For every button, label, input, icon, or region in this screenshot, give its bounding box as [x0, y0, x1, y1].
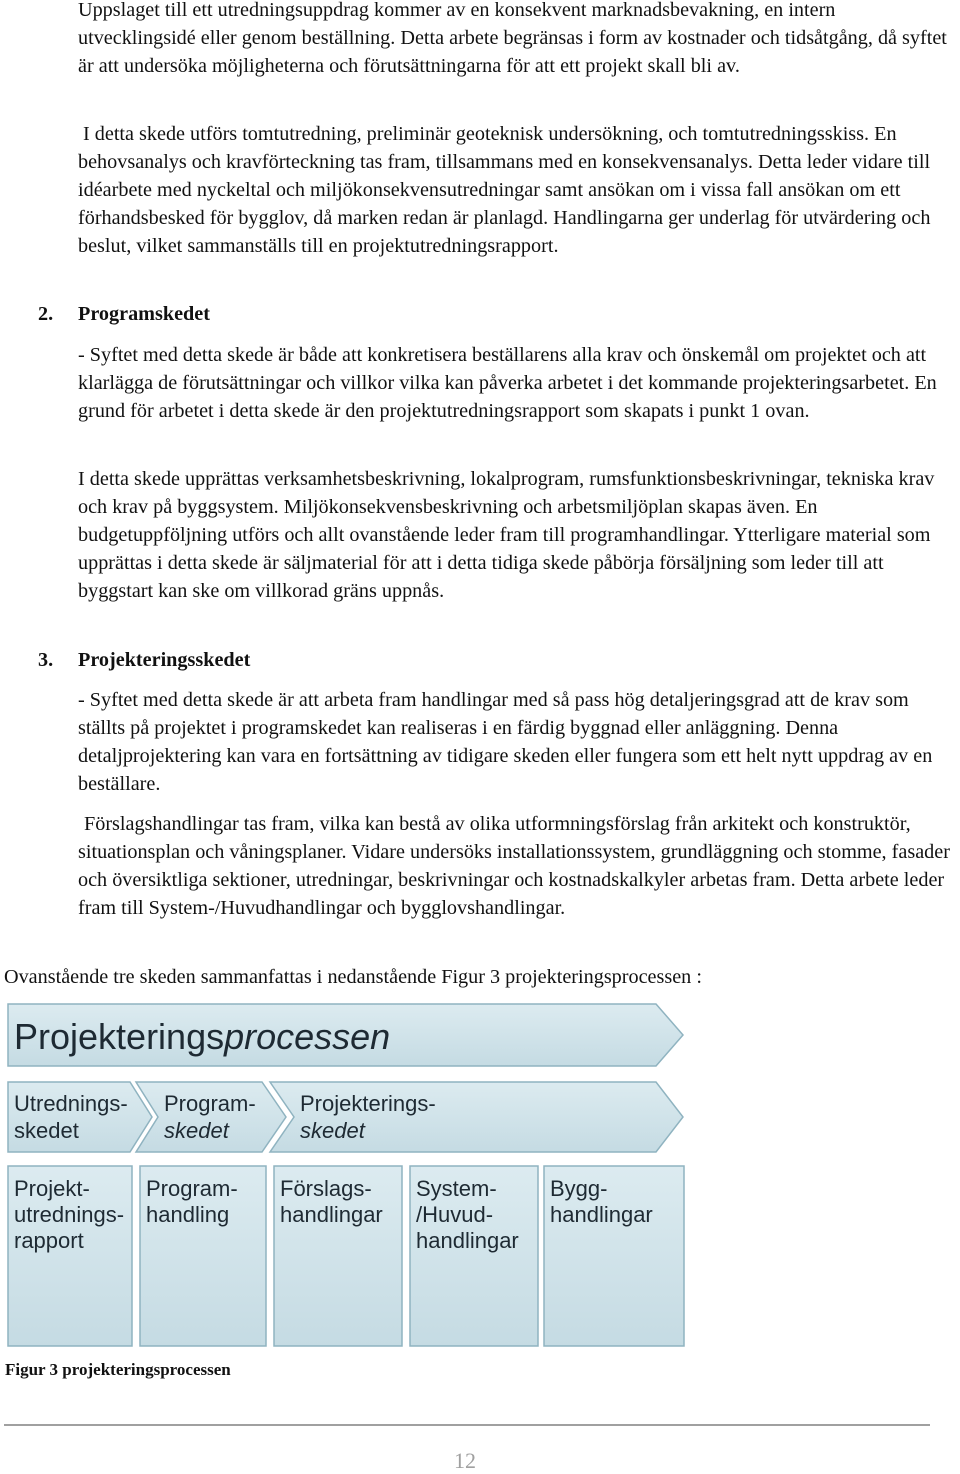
- paragraph-projekteringsskedet-details: Förslagshandlingar tas fram, vilka kan bestå av olika utformningsförslag från arkitekt och konstruktör, situationsplan och våningsplaner. Vidare undersöks installationssystem, grundläggning och stomme, fasader och översiktliga sektioner, utredningar, beskrivningar och kostnadskalkyler arbetas fram. Detta arbete leder fram till System-/Huvudhandlingar och bygglovshandlingar.: [78, 813, 950, 919]
- document-box-bygghandlingar: [544, 1166, 684, 1346]
- phase-arrow-projekteringsskedet: [270, 1082, 683, 1152]
- document-label-line2: handlingar: [280, 1202, 383, 1227]
- heading-text: Programskedet: [78, 303, 210, 325]
- phase-label-line2: skedet: [300, 1118, 365, 1143]
- paragraph-projekteringsskedet-purpose: - Syftet med detta skede är att arbeta fram handlingar med så pass hög detaljeringsgrad att de krav som ställts på projektet i programskedet kan realiseras i en färdig byggnad eller anläggning. Denna detaljprojektering kan vara en fortsättning av tidigare skeden eller fungera som ett helt nytt uppdrag av en beställare.: [78, 689, 933, 795]
- diagram-title: Projekteringsprocessen: [14, 1016, 391, 1057]
- heading-text: Projekteringsskedet: [78, 649, 251, 671]
- process-diagram-svg: [0, 996, 960, 1352]
- document-box-programhandling: [140, 1166, 266, 1346]
- document-label-line1: Förslags-: [280, 1176, 372, 1201]
- document-label-line3: rapport: [14, 1228, 84, 1253]
- phase-label-line2: skedet: [14, 1118, 79, 1143]
- figure-intro-text: Ovanstående tre skeden sammanfattas i nedanstående Figur 3 projekteringsprocessen :: [4, 966, 702, 988]
- paragraph-utredning-details: I detta skede utförs tomtutredning, preliminär geoteknisk undersökning, och tomtutredningsskiss. En behovsanalys och kravförteckning tas fram, tillsammans med en konsekvensanalys. Detta leder vidare till idéarbete med nyckeltal och miljökonsekvensutredningar samt ansökan om i vissa fall ansökan om ett förhandsbesked för bygglov, då marken redan är planlagd. Handlingarna ger underlag för utvärdering och beslut, vilket sammanställs till en projektutredningsrapport.: [78, 123, 931, 257]
- paragraph-uppslaget: Uppslaget till ett utredningsuppdrag kommer av en konsekvent marknadsbevakning, en intern utvecklingsidé eller genom beställning. Detta arbete begränsas i form av kostnader och tidsåtgång, då syftet är att undersöka möjligheterna och förutsättningarna för att ett projekt skall bli av.: [78, 0, 947, 77]
- document-box-forslagshandlingar: [274, 1166, 402, 1346]
- phase-arrow-programskedet: [136, 1082, 286, 1152]
- paragraph-programskedet-purpose: - Syftet med detta skede är både att konkretisera beställarens alla krav och önskemål om projektet och att klarlägga de förutsättningar och villkor vilka kan påverka arbetet i det kommande projekteringsarbetet. En grund för arbetet i detta skede är den projektutredningsrapport som skapats i punkt 1 ovan.: [78, 344, 937, 422]
- document-label-line2: /Huvud-: [416, 1202, 494, 1227]
- document-label-line1: Program-: [146, 1176, 238, 1201]
- figure-caption: Figur 3 projekteringsprocessen: [5, 1360, 231, 1379]
- paragraph-programskedet-details: I detta skede upprättas verksamhetsbeskrivning, lokalprogram, rumsfunktionsbeskrivningar, tekniska krav och krav på byggsystem. Miljökonsekvensbeskrivning och arbetsmiljöplan skapas även. En budgetuppföljning utförs och allt ovanstående leder fram till programhandlingar. Ytterligare material som upprättas i detta skede är säljmaterial för att i detta tidiga skede påbörja försäljning som leder till att byggstart kan ske om villkorad gräns uppnås.: [78, 468, 935, 602]
- heading-number: 2.: [38, 303, 54, 325]
- heading-projekteringsskedet: [38, 646, 250, 674]
- document-label-line2: utrednings-: [14, 1202, 125, 1227]
- diagram-title-arrow: [8, 1004, 683, 1066]
- document-label-line1: Projekt-: [14, 1176, 90, 1201]
- phase-arrow-utredningsskedet: [8, 1082, 152, 1152]
- page-number: 12: [454, 1448, 476, 1473]
- phase-label-line2: skedet: [164, 1118, 229, 1143]
- document-label-line2: handlingar: [550, 1202, 653, 1227]
- heading-number: 3.: [38, 649, 54, 671]
- document-box-system-huvudhandlingar: [410, 1166, 538, 1346]
- phase-label-line1: Utrednings-: [14, 1091, 128, 1116]
- phase-label-line1: Projekterings-: [300, 1091, 436, 1116]
- heading-programskedet: [38, 300, 210, 328]
- phase-label-line1: Program-: [164, 1091, 256, 1116]
- document-label-line3: handlingar: [416, 1228, 519, 1253]
- process-diagram: [0, 996, 960, 1352]
- document-box-projektutredningsrapport: [8, 1166, 132, 1346]
- footer-divider: [4, 1424, 930, 1426]
- document-label-line2: handling: [146, 1202, 230, 1227]
- document-label-line1: System-: [416, 1176, 497, 1201]
- document-label-line1: Bygg-: [550, 1176, 608, 1201]
